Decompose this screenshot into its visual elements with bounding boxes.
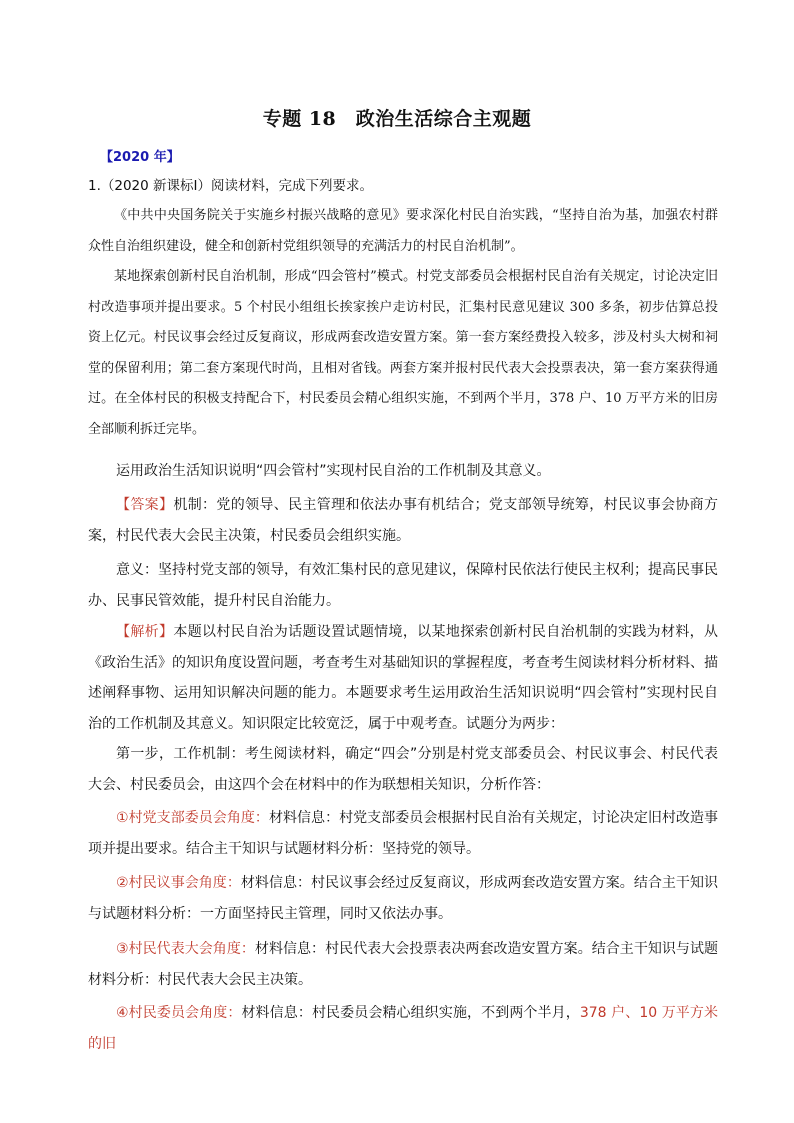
point-2-label: ②村民议事会角度： [116,875,241,891]
point-4-text-b: 户、 [606,1005,640,1021]
answer-mechanism-text: 机制：党的领导、民主管理和依法办事有机结合；党支部领导统筹，村民议事会协商方案，村民代表大会民主决策，村民委员会组织实施。 [88,497,719,544]
analysis-point-4 [88,998,718,1059]
point-4-label: ④村民委员会角度： [116,1005,242,1021]
analysis-point-2 [88,868,718,929]
analysis-point-1 [88,803,718,864]
analysis-intro [88,617,718,739]
point-4-text-a: 材料信息：村民委员会精心组织实施，不到两个半月， [241,1005,580,1021]
question-prompt: 运用政治生活知识说明“四会管村”实现村民自治的工作机制及其意义。 [116,463,551,479]
analysis-intro-text: 本题以村民自治为话题设置试题情境，以某地探索创新村民自治机制的实践为材料，从《政治生活》的知识角度设置问题，考查考生对基础知识的掌握程度，考查考生阅读材料分析材料、描述阐释事物、运用知识解决问题的能力。本题要求考生运用政治生活知识说明“四会管村”实现村民自治的工作机制及其意义。知识限定比较宽泛，属于中观考查。试题分为两步： [88,624,719,732]
point-4-num-1: 378 [579,1005,607,1021]
page-title: 专题 18 政治生活综合主观题 [262,108,532,130]
answer-label: 【答案】 [116,497,174,513]
point-4-text-c: 万平方米的旧 [88,1005,719,1052]
material-paragraph-1: 《中共中央国务院关于实施乡村振兴战略的意见》要求深化村民自治实践，“坚持自治为基，加强农村群众性自治组织建设，健全和创新村党组织领导的充满活力的村民自治机制”。 [88,208,718,254]
analysis-label: 【解析】 [116,624,174,640]
point-2-text: 材料信息：村民议事会经过反复商议，形成两套改造安置方案。结合主干知识与试题材料分析：一方面坚持民主管理，同时又依法办事。 [88,875,718,922]
analysis-point-3 [88,934,718,995]
answer-significance: 意义：坚持村党支部的领导，有效汇集村民的意见建议，保障村民依法行使民主权利；提高民事民办、民事民管效能，提升村民自治能力。 [88,562,718,609]
point-1-label: ①村党支部委员会角度： [116,810,269,826]
analysis-step-1: 第一步，工作机制：考生阅读材料，确定“四会”分别是村党支部委员会、村民议事会、村民代表大会、村民委员会，由这四个会在材料中的作为联想相关知识，分析作答： [88,746,718,793]
answer-mechanism [88,490,718,551]
year-tag: 【2020 年】 [100,150,180,165]
point-1-text: 材料信息：村党支部委员会根据村民自治有关规定，讨论决定旧村改造事项并提出要求。结合主干知识与试题材料分析：坚持党的领导。 [88,810,718,857]
point-3-text: 材料信息：村民代表大会投票表决两套改造安置方案。结合主干知识与试题材料分析：村民代表大会民主决策。 [88,941,718,988]
question-header: 1.（2020 新课标Ⅰ）阅读材料，完成下列要求。 [88,178,374,194]
point-3-label: ③村民代表大会角度： [116,941,255,957]
material-paragraph-2: 某地探索创新村民自治机制，形成“四会管村”模式。村党支部委员会根据村民自治有关规定，讨论决定旧村改造事项并提出要求。5 个村民小组组长挨家挨户走访村民，汇集村民意见建议 300 多条，初步估算总投资上亿元。村民议事会经过反复商议，形成两套改造安置方案。第一套方案经费投入较多，涉及村头大树和祠堂的保留利用；第二套方案现代时尚，且相对省钱。两套方案并报村民代表大会投票表决，第一套方案获得通过。在全体村民的积极支持配合下，村民委员会精心组织实施，不到两个半月，378 户、10 万平方米的旧房全部顺利拆迁完毕。 [88,269,718,437]
point-4-num-2: 10 [639,1005,658,1021]
